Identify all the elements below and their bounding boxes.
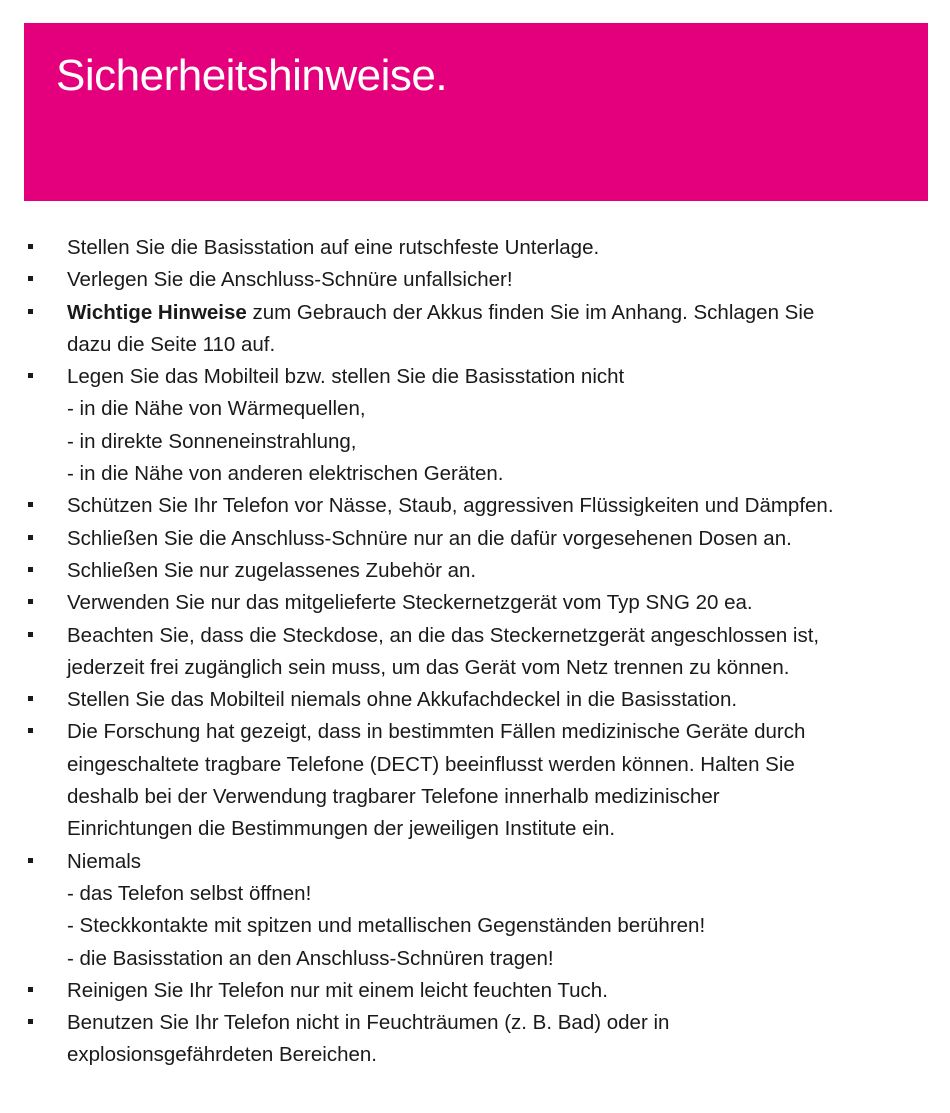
list-item: [0, 361, 950, 490]
note-line: - in die Nähe von anderen elektrischen Geräten.: [67, 462, 504, 486]
bullet-icon: [28, 502, 33, 507]
note-line: deshalb bei der Verwendung tragbarer Telefone innerhalb medizinischer: [67, 785, 720, 809]
bullet-icon: [28, 535, 33, 540]
note-line: explosionsgefährdeten Bereichen.: [67, 1043, 377, 1067]
note-line: - Steckkontakte mit spitzen und metallischen Gegenständen berühren!: [67, 914, 706, 938]
note-line: Reinigen Sie Ihr Telefon nur mit einem leicht feuchten Tuch.: [67, 978, 608, 1002]
note-line: Stellen Sie die Basisstation auf eine rutschfeste Unterlage.: [67, 236, 600, 259]
note-text: zum Gebrauch der Akkus finden Sie im Anhang. Schlagen Sie: [246, 300, 815, 324]
bullet-icon: [28, 373, 33, 378]
list-item: [0, 297, 950, 362]
note-line: eingeschaltete tragbare Telefone (DECT) beeinflusst werden können. Halten Sie: [67, 752, 795, 776]
bullet-icon: [28, 987, 33, 992]
bullet-icon: [28, 728, 33, 733]
list-item: [0, 716, 950, 845]
bullet-icon: [28, 632, 33, 637]
list-item: [0, 523, 950, 555]
page-title: Sicherheitshinweise.: [56, 51, 448, 100]
bullet-icon: [28, 858, 33, 863]
note-line: Verlegen Sie die Anschluss-Schnüre unfallsicher!: [67, 268, 513, 292]
header-banner: [24, 23, 928, 201]
bullet-icon: [28, 567, 33, 572]
bullet-icon: [28, 696, 33, 701]
list-item: [0, 620, 950, 685]
bullet-icon: [28, 309, 33, 314]
note-line: Benutzen Sie Ihr Telefon nicht in Feuchträumen (z. B. Bad) oder in: [67, 1011, 670, 1035]
list-item: [0, 587, 950, 619]
list-item: [0, 684, 950, 716]
list-item: [0, 1007, 950, 1072]
list-item: [0, 490, 950, 522]
bullet-icon: [28, 244, 33, 249]
note-line: Stellen Sie das Mobilteil niemals ohne Akkufachdeckel in die Basisstation.: [67, 688, 738, 712]
note-line: Beachten Sie, dass die Steckdose, an die das Steckernetzgerät angeschlossen ist,: [67, 623, 820, 647]
note-line: Schließen Sie die Anschluss-Schnüre nur an die dafür vorgesehenen Dosen an.: [67, 526, 792, 550]
emphasis-text: Wichtige Hinweise: [67, 300, 247, 324]
bullet-icon: [28, 599, 33, 604]
safety-notes-list: [0, 232, 950, 1072]
note-line: Niemals: [67, 849, 142, 873]
list-item: [0, 846, 950, 975]
note-line: - das Telefon selbst öffnen!: [67, 881, 312, 905]
note-line: Legen Sie das Mobilteil bzw. stellen Sie die Basisstation nicht: [67, 365, 625, 389]
note-line: Schließen Sie nur zugelassenes Zubehör an.: [67, 558, 477, 582]
note-line: jederzeit frei zugänglich sein muss, um das Gerät vom Netz trennen zu können.: [67, 655, 790, 679]
bullet-icon: [28, 276, 33, 281]
note-line: dazu die Seite 110 auf.: [67, 332, 276, 356]
list-item: [0, 232, 950, 264]
list-item: [0, 264, 950, 296]
note-line: Schützen Sie Ihr Telefon vor Nässe, Staub, aggressiven Flüssigkeiten und Dämpfen.: [67, 494, 834, 518]
note-line: Verwenden Sie nur das mitgelieferte Steckernetzgerät vom Typ SNG 20 ea.: [67, 591, 753, 615]
note-line: - in die Nähe von Wärmequellen,: [67, 397, 366, 421]
list-item: [0, 555, 950, 587]
note-line: [67, 297, 938, 329]
note-line: - in direkte Sonneneinstrahlung,: [67, 429, 357, 453]
note-line: Einrichtungen die Bestimmungen der jeweiligen Institute ein.: [67, 817, 616, 841]
note-line: Die Forschung hat gezeigt, dass in bestimmten Fällen medizinische Geräte durch: [67, 720, 806, 744]
note-line: - die Basisstation an den Anschluss-Schnüren tragen!: [67, 946, 554, 970]
bullet-icon: [28, 1019, 33, 1024]
list-item: [0, 975, 950, 1007]
